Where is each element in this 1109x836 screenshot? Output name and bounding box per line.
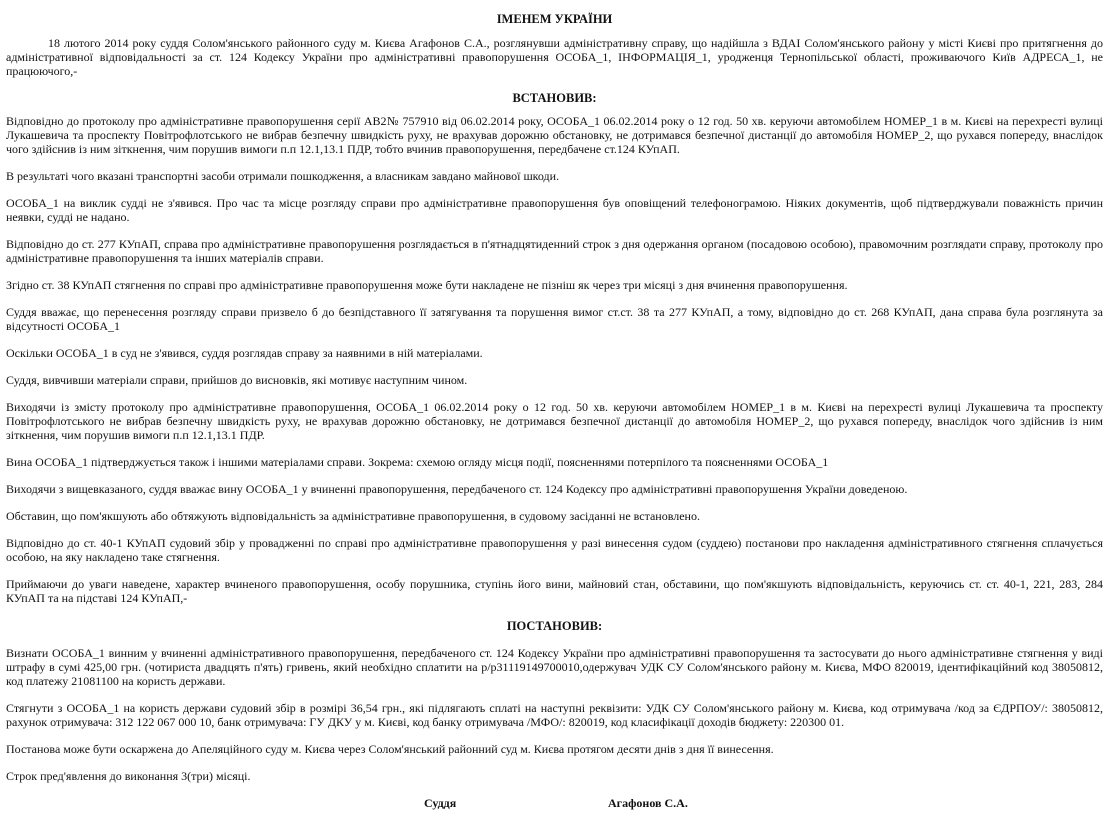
established-paragraph-1: Відповідно до протоколу про адміністративне правопорушення серії АВ2№ 757910 від 06.02.2014 року, ОСОБА_1 06.02.2014 року о 12 год. 50 хв. керуючи автомобілем НОМЕР_1 в м. Києві на перехресті вулиці Лукашевича та проспекту Повітрофлотського не вибрав безпечну швидкість руху, не врахував дорожню обстановку, не дотримався безпечної дистанції до автомобіля НОМЕР_2, що рухався попереду, внаслідок чого здійснив із ним зіткнення, чим порушив вимоги п.п 12.1,13.1 ПДР, тобто вчинив правопорушення, передбачене ст.124 КУпАП. [6,114,1103,156]
resolved-paragraph-4: Строк пред'явлення до виконання 3(три) місяці. [6,769,251,783]
established-paragraph-6: Суддя вважає, що перенесення розгляду справи призвело б до безпідставного її затягування та порушення вимог ст.ст. 38 та 277 КУпАП, а тому, відповідно до ст. 268 КУпАП, дана справа була розглянута за відсутності ОСОБА_1 [6,305,1103,333]
resolved-paragraph-3: Постанова може бути оскаржена до Апеляційного суду м. Києва через Солом'янський районний суд м. Києва протягом десяти днів з дня її винесення. [6,742,774,756]
established-paragraph-13: Відповідно до ст. 40-1 КУпАП судовий збір у провадженні по справі про адміністративне правопорушення у разі винесення судом (суддею) постанови про накладення адміністративного стягнення сплачується особою, на яку накладено таке стягнення. [6,536,1103,564]
signature-name: Агафонов С.А. [608,796,688,810]
established-paragraph-4: Відповідно до ст. 277 КУпАП, справа про адміністративне правопорушення розглядається в п'ятнадцятиденний строк з дня одержання органом (посадовою особою), правомочним розглядати справу, протоколу про адміністративне правопорушення та інших матеріалів справи. [6,237,1103,265]
resolved-paragraph-2: Стягнути з ОСОБА_1 на користь держави судовий збір в розмірі 36,54 грн., які підлягають сплаті на наступні реквізити: УДК СУ Солом'янського району м. Києва, код отримувача /код за ЄДРПОУ/: 38050812, рахунок отримувача: 312 122 067 000 10, банк отримувача: ГУ ДКУ у м. Києві, код банку отримувача /МФО/: 820019, код класифікації доходів бюджету: 220300 01. [6,701,1103,729]
resolved-heading: ПОСТАНОВИВ: [506,619,603,633]
established-heading: ВСТАНОВИВ: [512,91,597,105]
established-paragraph-11: Виходячи з вищевказаного, суддя вважає вину ОСОБА_1 у вчиненні правопорушення, передбаченого ст. 124 Кодексу про адміністративні правопорушення України доведеною. [6,482,908,496]
established-paragraph-3: ОСОБА_1 на виклик судді не з'явився. Про час та місце розгляду справи про адміністративне правопорушення був оповіщений телефонограмою. Ніяких документів, щоб підтверджували поважність причин неявки, судді не надано. [6,196,1103,224]
established-paragraph-2: В результаті чого вказані транспортні засоби отримали пошкодження, а власникам завдано майнової шкоди. [6,169,560,183]
established-paragraph-10: Вина ОСОБА_1 підтверджується також і іншими матеріалами справи. Зокрема: схемою огляду місця події, поясненнями потерпілого та поясненнями ОСОБА_1 [6,455,829,469]
signature-role: Суддя [424,796,457,810]
established-paragraph-7: Оскільки ОСОБА_1 в суд не з'явився, суддя розглядав справу за наявними в ній матеріалами. [6,346,483,360]
signature-block [6,796,1103,812]
established-paragraph-8: Суддя, вивчивши матеріали справи, прийшов до висновків, які мотивує наступним чином. [6,373,468,387]
established-paragraph-12: Обставин, що пом'якшують або обтяжують відповідальність за адміністративне правопорушення, в судовому засіданні не встановлено. [6,509,700,523]
intro-paragraph: 18 лютого 2014 року суддя Солом'янського районного суду м. Києва Агафонов С.А., розглянувши адміністративну справу, що надійшла з ВДАІ Солом'янського району у місті Києві про притягнення до адміністративної відповідальності за ст. 124 Кодексу України про адміністративні правопорушення ОСОБА_1, ІНФОРМАЦІЯ_1, уродженця Тернопільської області, проживаючого Київ АДРЕСА_1, не працюючого,- [6,36,1103,78]
resolved-paragraph-1: Визнати ОСОБА_1 винним у вчиненні адміністративного правопорушення, передбаченого ст. 124 Кодексу України про адміністративні правопорушення та застосувати до нього адміністративне стягнення у виді штрафу в сумі 425,00 грн. (чотириста двадцять п'ять) гривень, який необхідно сплатити на р/р31119149700010,одержувач УДК СУ Солом'янського району м. Києва, МФО 820019, ідентифікаційний код 38050812, код платежу 21081100 на користь держави. [6,646,1103,688]
established-paragraph-14: Приймаючи до уваги наведене, характер вчиненого правопорушення, особу порушника, ступінь його вини, майновий стан, обставини, що пом'якшують відповідальність, керуючись ст. ст. 40-1, 221, 283, 284 КУпАП та на підставі 124 КУпАП,- [6,577,1103,605]
established-paragraph-9: Виходячи із змісту протоколу про адміністративне правопорушення, ОСОБА_1 06.02.2014 року о 12 год. 50 хв. керуючи автомобілем НОМЕР_1 в м. Києві на перехресті вулиці Лукашевича та проспекту Повітрофлотського не вибрав безпечну швидкість руху, не врахував дорожню обстановку, не дотримався безпечної дистанції до автомобіля НОМЕР_2, що рухався попереду, внаслідок чого здійснив із ним зіткнення, чим порушив вимоги п.п 12.1,13.1 ПДР. [6,400,1103,442]
established-paragraph-5: Згідно ст. 38 КУпАП стягнення по справі про адміністративне правопорушення може бути накладене не пізніш як через три місяці з дня вчинення правопорушення. [6,278,848,292]
document-title: ІМЕНЕМ УКРАЇНИ [496,12,613,26]
